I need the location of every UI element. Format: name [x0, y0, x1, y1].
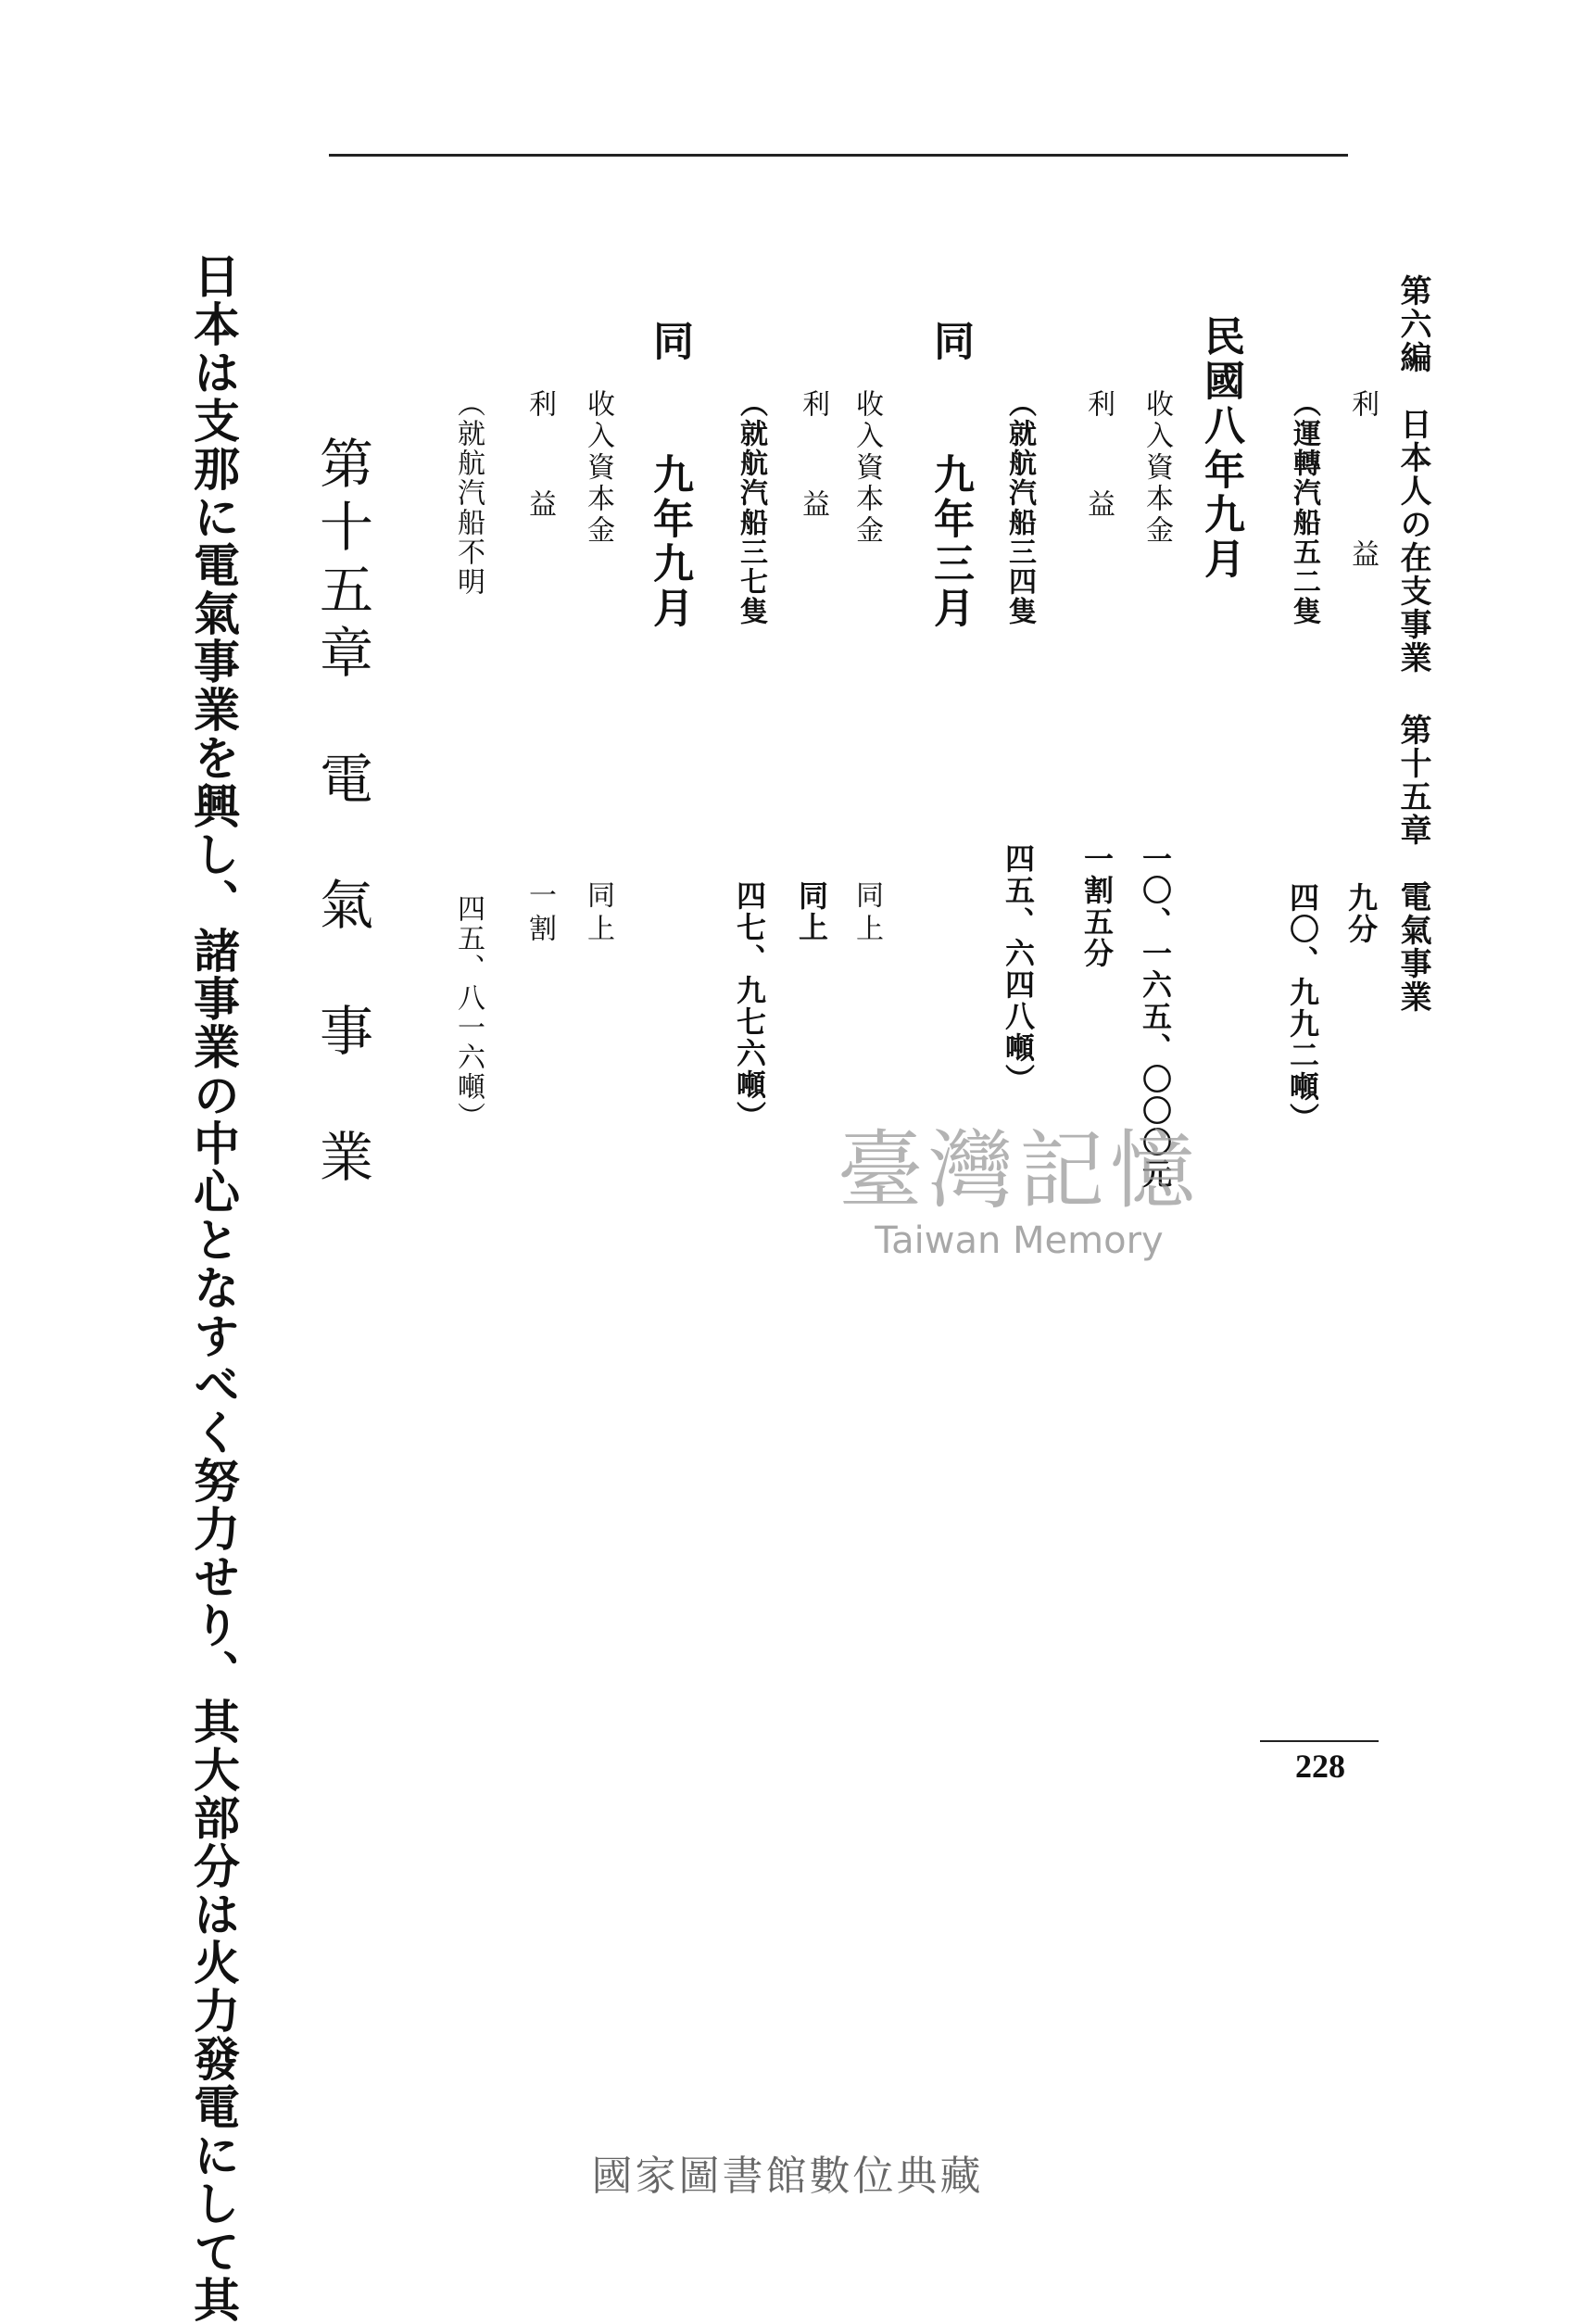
entry-date: 同 九年三月: [926, 320, 974, 631]
watermark-subtitle: Taiwan Memory: [875, 1219, 1164, 1262]
entry-date: 同 九年九月: [646, 320, 693, 631]
capital-label: 收入資本金: [1140, 389, 1173, 547]
page-number: 228: [1295, 1748, 1345, 1785]
profit-value: 同上: [794, 880, 829, 943]
profit-value: 一割五分: [1079, 843, 1115, 969]
body-paragraph: 日本は支那に電氣事業を興し、諸事業の中心となすべく努力せり、其大部分は火力發電にして其: [186, 252, 241, 2324]
capital-label: 收入資本金: [582, 389, 614, 547]
ships-note: （運轉汽船五二隻: [1288, 389, 1320, 626]
tonnage-value: 四五、八一六噸）: [452, 894, 485, 1131]
profit-value: 一割: [523, 880, 556, 947]
profit-label: 利 益: [523, 389, 556, 539]
profit-label: 利 益: [1346, 389, 1379, 589]
profit-label: 利 益: [797, 389, 829, 539]
entry-date: 民國八年九月: [1197, 315, 1244, 582]
tonnage-value: 四〇、九九二噸）: [1285, 882, 1320, 1134]
ships-note: （就航汽船三七隻: [735, 389, 767, 626]
ships-note: （就航汽船不明: [452, 389, 485, 597]
profit-label: 利 益: [1082, 389, 1115, 539]
top-rule: [329, 154, 1348, 157]
profit-value: 九分: [1343, 882, 1379, 945]
watermark-logo-text: 臺灣記憶: [837, 1121, 1201, 1220]
page-number-rule: [1260, 1740, 1379, 1742]
capital-value: 一〇、一六五、〇〇〇元: [1138, 843, 1173, 1190]
watermark: [778, 1103, 1260, 1262]
capital-value: 同上: [582, 880, 614, 947]
capital-value: 同上: [850, 880, 883, 947]
tonnage-value: 四五、六四八噸）: [1001, 843, 1036, 1095]
archive-footer: 國家圖書館數位典藏: [591, 2153, 984, 2200]
ships-note: （就航汽船三四隻: [1003, 389, 1036, 626]
tonnage-value: 四七、九七六噸）: [732, 880, 767, 1132]
chapter-title: 第十五章 電 氣 事 業: [310, 436, 373, 1192]
capital-label: 收入資本金: [850, 389, 883, 547]
running-header-part: 第六編 日本人の在支事業: [1394, 274, 1431, 675]
running-header-chapter: 第十五章 電氣事業: [1394, 714, 1431, 1014]
